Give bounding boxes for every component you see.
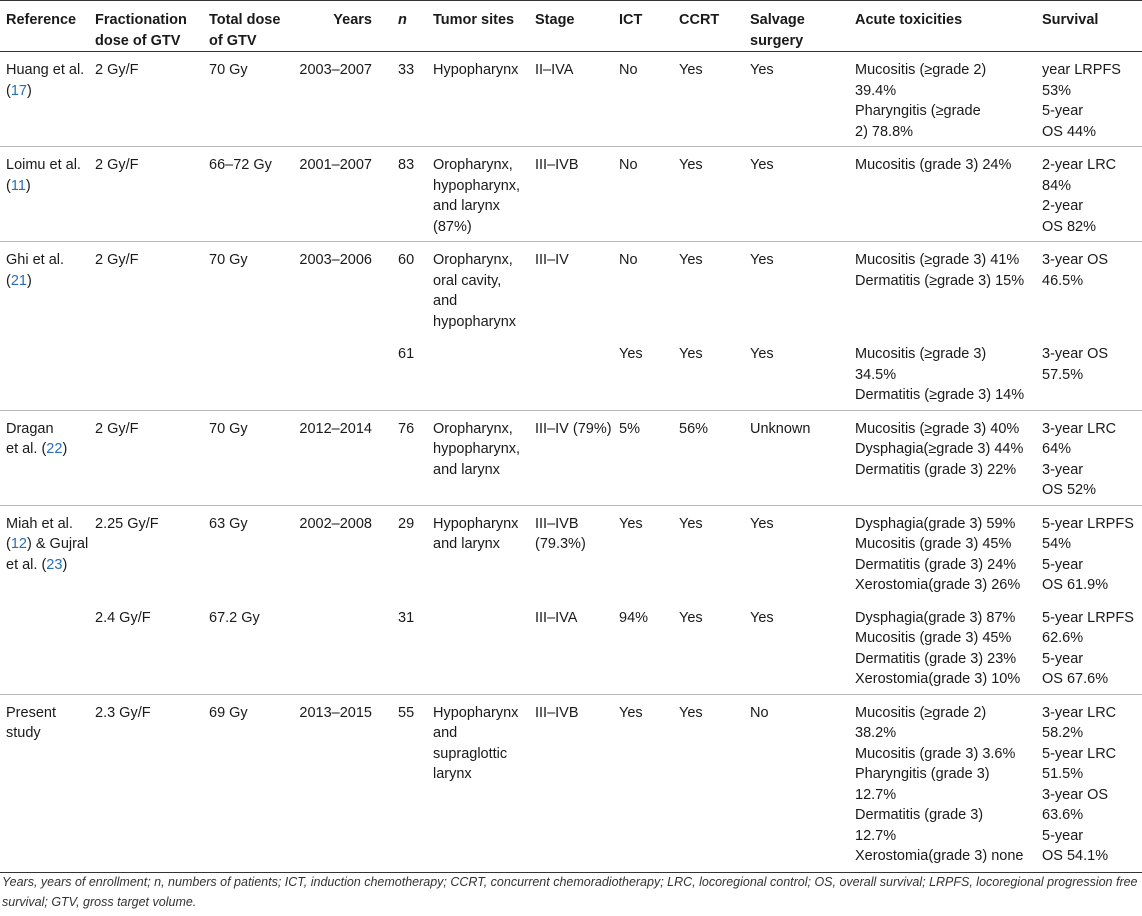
toxicities-cell: Mucositis (≥grade 2) 38.2% Mucositis (grade 3) 3.6% Pharyngitis (grade 3) 12.7% Dermatitis (grade 3) 12.7% Xerostomia(grade 3) none <box>855 704 1024 864</box>
ict-cell: Yes <box>619 704 643 721</box>
tumor-sites-cell: Hypopharynx and larynx <box>433 515 519 552</box>
tumor-sites-cell: Hypopharynx <box>433 62 519 78</box>
salvage-cell: Yes <box>750 62 774 78</box>
fractionation-cell: 2.3 Gy/F <box>95 704 151 721</box>
reference-cell <box>0 600 89 695</box>
n-cell: 76 <box>398 420 415 437</box>
survival-cell: 3-year OS 57.5% <box>1042 346 1109 383</box>
header-tumor-sites: Tumor sites <box>427 1 529 52</box>
salvage-cell: Yes <box>750 346 774 362</box>
survival-cell: 5-year LRPFS 62.6% 5-year OS 67.6% <box>1042 609 1134 687</box>
total-dose-cell <box>203 336 290 410</box>
fractionation-cell: 2 Gy/F <box>95 420 139 437</box>
reference-link[interactable]: 23 <box>46 556 63 573</box>
years-cell: 2002–2008 <box>299 515 372 532</box>
stage-cell: III–IV <box>535 252 569 268</box>
header-reference: Reference <box>0 1 89 52</box>
total-dose-cell: 67.2 Gy <box>209 609 260 626</box>
table-row <box>0 147 1142 242</box>
n-cell: 55 <box>398 704 415 721</box>
n-cell: 29 <box>398 515 415 532</box>
reference-link[interactable]: 21 <box>10 272 27 289</box>
ccrt-cell: Yes <box>679 252 703 268</box>
ict-cell: 94% <box>619 609 649 626</box>
tumor-sites-cell <box>427 336 529 410</box>
years-cell: 2003–2007 <box>299 62 372 78</box>
salvage-cell: Yes <box>750 609 774 626</box>
fractionation-cell: 2 Gy/F <box>95 252 139 268</box>
total-dose-cell: 70 Gy <box>209 252 248 268</box>
ccrt-cell: Yes <box>679 346 703 362</box>
toxicities-cell: Mucositis (≥grade 3) 34.5% Dermatitis (≥grade 3) 14% <box>855 346 1025 403</box>
ict-cell: Yes <box>619 515 643 532</box>
ict-cell: 5% <box>619 420 640 437</box>
total-dose-cell: 70 Gy <box>209 62 248 78</box>
tumor-sites-cell: Oropharynx, hypopharynx, and larynx (87%) <box>433 157 521 235</box>
survival-cell: 3-year LRC 58.2% 5-year LRC 51.5% 3-year OS 63.6% 5-year OS 54.1% <box>1042 704 1117 864</box>
reference-link[interactable]: 17 <box>10 82 27 99</box>
reference-link[interactable]: 22 <box>46 441 63 457</box>
stage-cell <box>529 336 613 410</box>
reference-cell: Present study <box>6 704 56 741</box>
header-total-dose: Total dose of GTV <box>203 1 290 52</box>
ict-cell: No <box>619 252 638 268</box>
reference-cell: Ghi et al. (21) <box>6 252 65 289</box>
reference-cell: Miah et al. (12) & Gujral et al. (23) <box>6 515 89 573</box>
toxicities-cell: Mucositis (≥grade 3) 40% Dysphagia(≥grade 3) 44% Dermatitis (grade 3) 22% <box>855 420 1024 478</box>
salvage-cell: Unknown <box>750 420 811 437</box>
toxicities-cell: Dysphagia(grade 3) 87% Mucositis (grade 3) 45% Dermatitis (grade 3) 23% Xerostomia(grade 3) 10% <box>855 609 1021 687</box>
header-row <box>0 1 1142 52</box>
header-toxicities: Acute toxicities <box>849 1 1036 52</box>
table-row <box>0 336 1142 410</box>
survival-cell: 3-year LRC 64% 3-year OS 52% <box>1042 420 1117 498</box>
tumor-sites-cell: Oropharynx, hypopharynx, and larynx <box>433 420 521 478</box>
years-cell <box>290 336 390 410</box>
table-row <box>0 600 1142 695</box>
stage-cell: III–IV (79%) <box>535 420 612 437</box>
toxicities-cell: Dysphagia(grade 3) 59% Mucositis (grade 3) 45% Dermatitis (grade 3) 24% Xerostomia(grade 3) 26% <box>855 515 1021 593</box>
header-years: Years <box>290 1 390 52</box>
n-cell: 33 <box>398 62 415 78</box>
ccrt-cell: Yes <box>679 62 703 78</box>
ict-cell: No <box>619 62 638 78</box>
fractionation-cell: 2.4 Gy/F <box>95 609 151 626</box>
table-row <box>0 242 1142 337</box>
reference-cell <box>0 336 89 410</box>
fractionation-cell: 2.25 Gy/F <box>95 515 159 532</box>
stage-cell: III–IVB <box>535 704 579 721</box>
reference-cell: Huang et al. (17) <box>6 62 85 99</box>
ccrt-cell: Yes <box>679 704 703 721</box>
n-cell: 83 <box>398 157 415 173</box>
header-ict: ICT <box>613 1 673 52</box>
reference-link[interactable]: 11 <box>10 177 26 194</box>
ict-cell: No <box>619 157 638 173</box>
reference-cell: Loimu et al. (11) <box>6 157 81 194</box>
fractionation-cell: 2 Gy/F <box>95 157 139 173</box>
years-cell: 2001–2007 <box>299 157 372 173</box>
total-dose-cell: 70 Gy <box>209 420 248 437</box>
toxicities-cell: Mucositis (≥grade 2) 39.4% Pharyngitis (≥grade 2) 78.8% <box>855 62 987 140</box>
table-row <box>0 505 1142 600</box>
ccrt-cell: Yes <box>679 157 703 173</box>
survival-cell: year LRPFS 53% 5-year OS 44% <box>1042 62 1121 140</box>
n-cell: 61 <box>398 346 415 362</box>
table-row <box>0 694 1142 872</box>
tumor-sites-cell <box>427 600 529 695</box>
years-cell: 2012–2014 <box>299 420 372 437</box>
years-cell: 2003–2006 <box>299 252 372 268</box>
total-dose-cell: 63 Gy <box>209 515 248 532</box>
tumor-sites-cell: Hypopharynx and supraglottic larynx <box>433 704 519 782</box>
years-cell <box>290 600 390 695</box>
fractionation-cell <box>89 336 203 410</box>
header-salvage: Salvage surgery <box>744 1 849 52</box>
header-fractionation: Fractionation dose of GTV <box>89 1 203 52</box>
reference-cell: Dragan et al. (22) <box>6 420 68 457</box>
toxicities-cell: Mucositis (≥grade 3) 41% Dermatitis (≥grade 3) 15% <box>855 252 1025 289</box>
tumor-sites-cell: Oropharynx, oral cavity, and hypopharynx <box>433 252 517 330</box>
survival-cell: 3-year OS 46.5% <box>1042 252 1109 289</box>
n-cell: 31 <box>398 609 415 626</box>
stage-cell: III–IVB <box>535 157 579 173</box>
survival-cell: 2-year LRC 84% 2-year OS 82% <box>1042 157 1117 235</box>
n-cell: 60 <box>398 252 415 268</box>
header-survival: Survival <box>1036 1 1142 52</box>
total-dose-cell: 66–72 Gy <box>209 157 272 173</box>
stage-cell: II–IVA <box>535 62 574 78</box>
reference-link[interactable]: 12 <box>10 536 27 552</box>
ict-cell: Yes <box>619 346 643 362</box>
fractionation-cell: 2 Gy/F <box>95 62 139 78</box>
ccrt-cell: Yes <box>679 515 703 532</box>
salvage-cell: Yes <box>750 157 774 173</box>
salvage-cell: Yes <box>750 252 774 268</box>
table-row <box>0 52 1142 147</box>
toxicities-cell: Mucositis (grade 3) 24% <box>855 157 1012 173</box>
salvage-cell: Yes <box>750 515 774 532</box>
salvage-cell: No <box>750 704 769 721</box>
table-row <box>0 410 1142 505</box>
years-cell: 2013–2015 <box>299 704 372 721</box>
table-footnote: Years, years of enrollment; n, numbers of patients; ICT, induction chemotherapy; CCRT, concurrent chemoradiotherapy; LRC, locoregional control; OS, overall survival; LRPFS, locoregional progression free survival; GTV, gross target volume. <box>2 875 1138 909</box>
stage-cell: III–IVB (79.3%) <box>535 515 586 552</box>
stage-cell: III–IVA <box>535 609 578 626</box>
header-n: n <box>390 1 427 52</box>
survival-cell: 5-year LRPFS 54% 5-year OS 61.9% <box>1042 515 1134 593</box>
total-dose-cell: 69 Gy <box>209 704 248 721</box>
header-ccrt: CCRT <box>673 1 744 52</box>
ccrt-cell: Yes <box>679 609 703 626</box>
ccrt-cell: 56% <box>679 420 709 437</box>
header-stage: Stage <box>529 1 613 52</box>
